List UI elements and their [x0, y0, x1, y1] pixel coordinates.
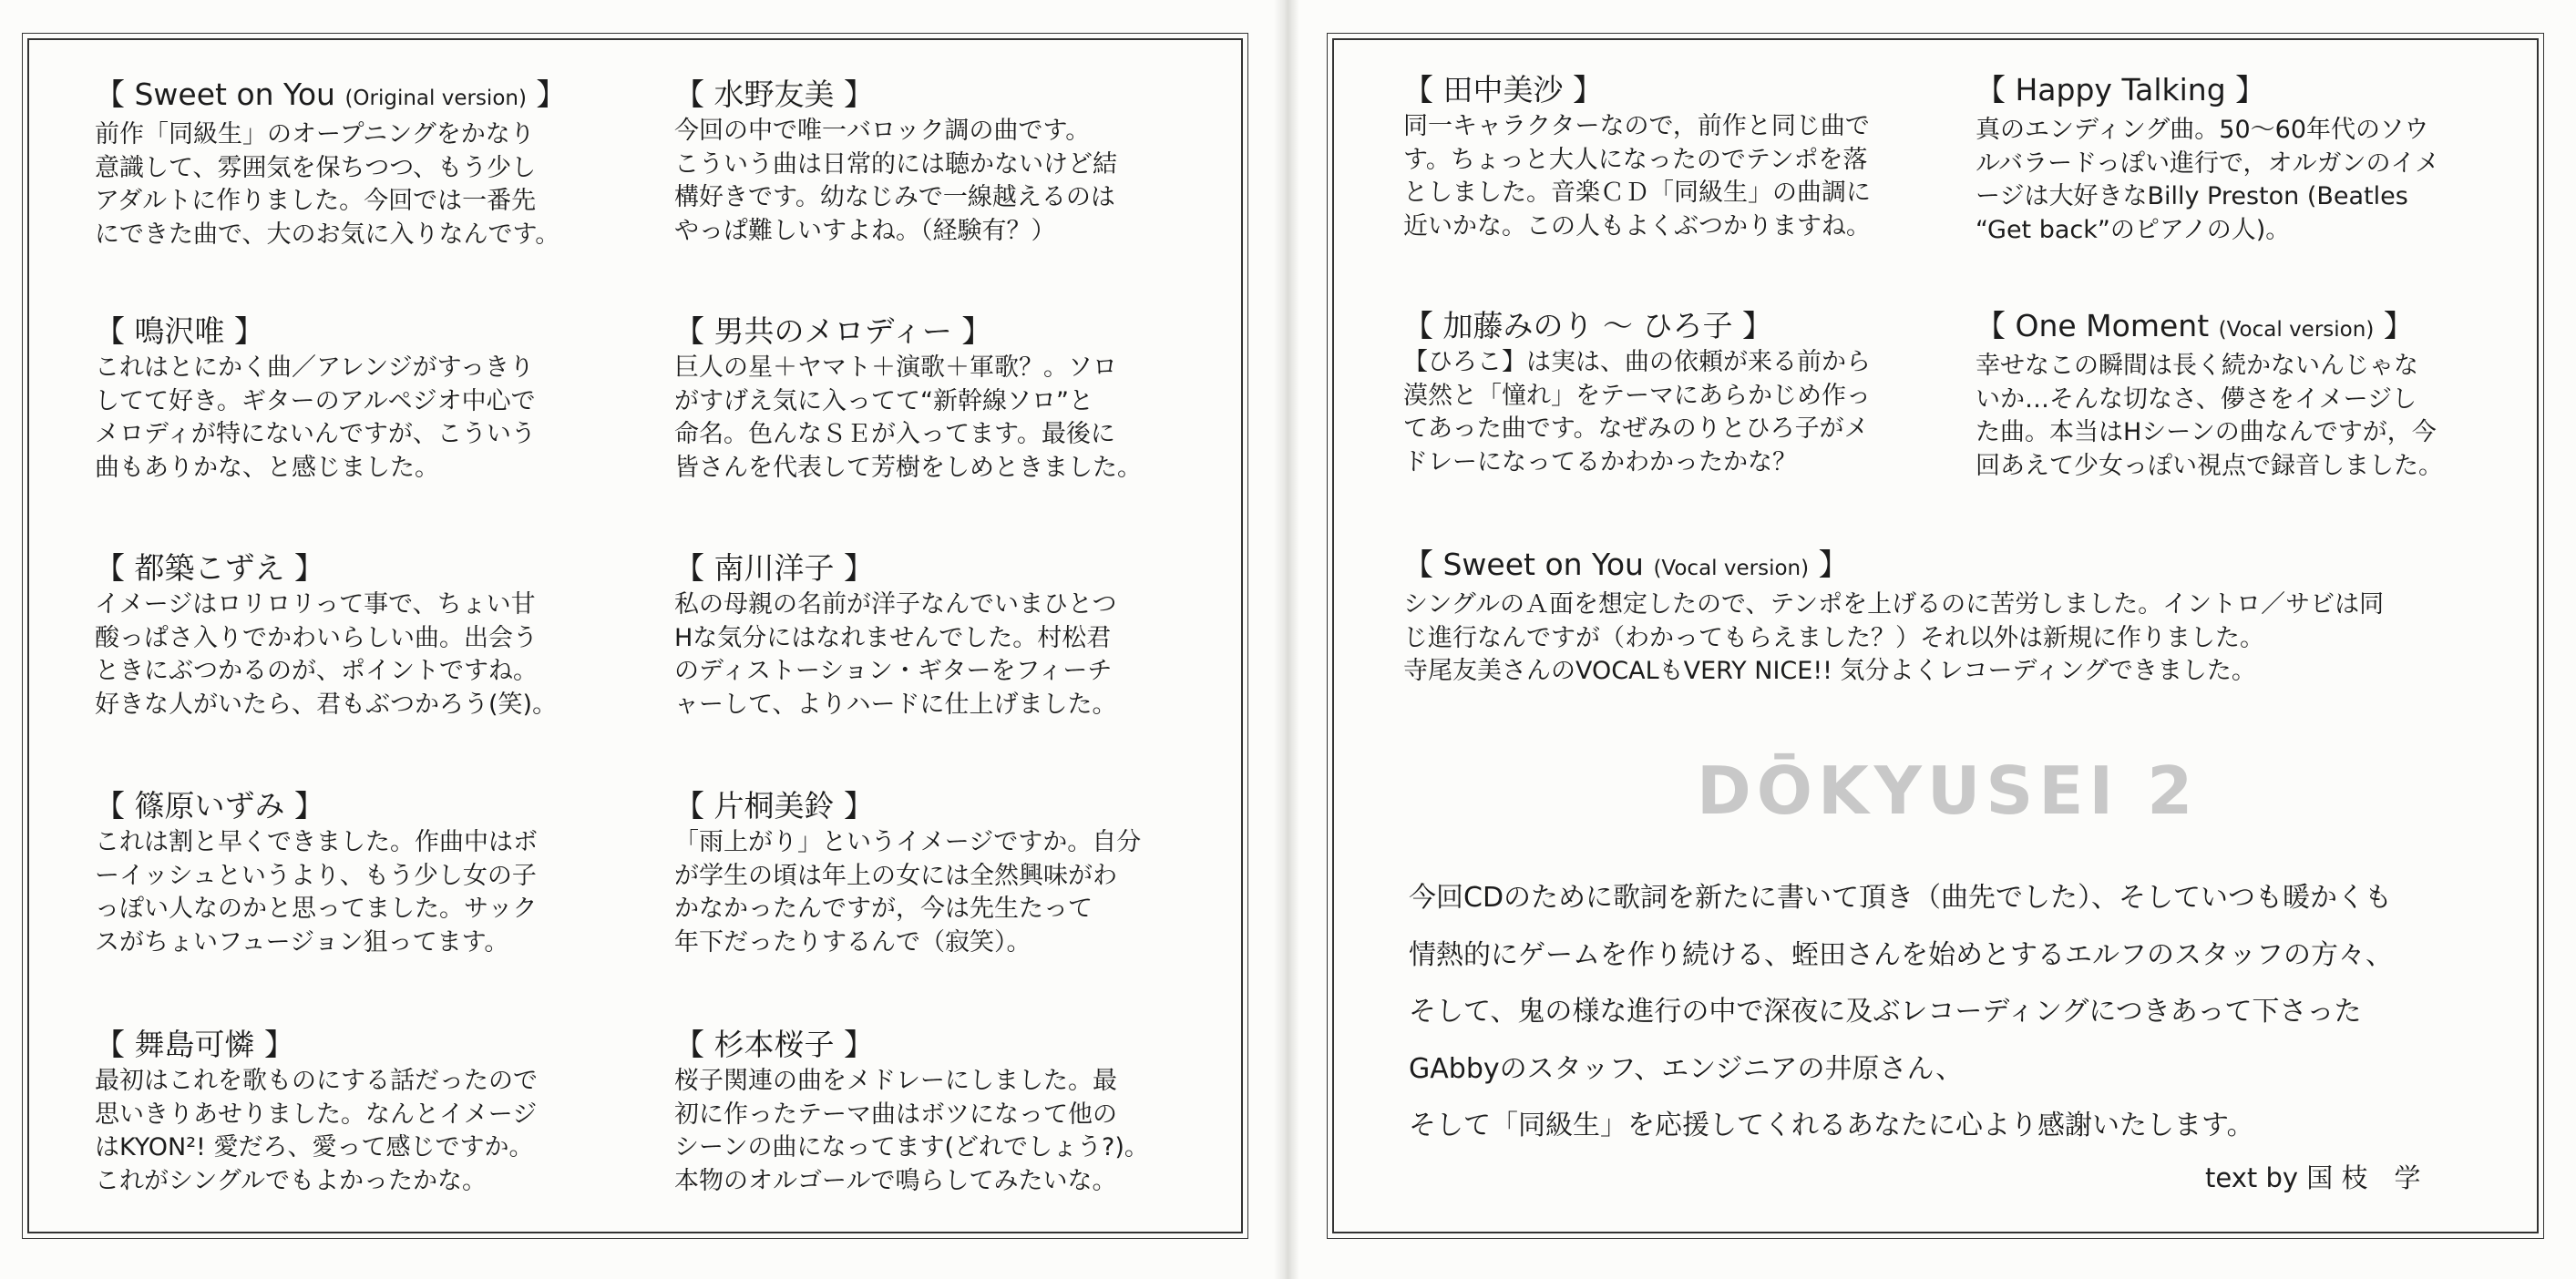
- note-title: 【 杉本桜子 】: [674, 1027, 874, 1062]
- note-title: 【 田中美沙 】: [1403, 72, 1603, 107]
- note-body: これは割と早くできました。作曲中はボ ーイッシュというより、もう少し女の子 っぽい人なのかと思ってました。サック スがちょいフュージョン狙ってます。: [95, 828, 538, 957]
- note-body: 前作「同級生」のオープニングをかなり 意識して、雰囲気を保ちつつ、もう少し アダルトに作りました。今回では一番先 にできた曲で、大のお気に入りなんです。: [95, 120, 560, 249]
- note-otokodomo-no-melody: [674, 313, 1142, 485]
- note-kato-minori-hiroko: [1403, 308, 1871, 479]
- note-title: 【 Happy Talking 】: [1976, 72, 2266, 107]
- note-body: 最初はこれを歌ものにする話だったので 思いきりあせりました。なんとイメージ はKYON²! 愛だろ、愛って感じですか。 これがシングルでもよかったかな。: [95, 1067, 538, 1195]
- note-title: 【 One Moment (Vocal version) 】: [1976, 308, 2414, 343]
- note-tanaka-misa: [1403, 72, 1871, 243]
- note-maijima-karen: [95, 1027, 538, 1198]
- note-title: 【 鳴沢唯 】: [95, 313, 264, 349]
- note-title: 【 男共のメロディー 】: [674, 313, 992, 349]
- note-body: 桜子関連の曲をメドレーにしました。最 初に作ったテーマ曲はボツになって他の シーンの曲になってます(どれでしょう?)。 本物のオルゴールで鳴らしてみたいな。: [674, 1067, 1149, 1195]
- note-sweet-on-you-original: [95, 77, 566, 251]
- note-body: これはとにかく曲／アレンジがすっきり してて好き。ギターのアルペジオ中心で メロディが特にないんですが、こういう 曲もありかな、と感じました。: [95, 353, 536, 482]
- note-title: 【 Sweet on You (Original version) 】: [95, 77, 567, 112]
- note-title: 【 篠原いずみ 】: [95, 788, 324, 824]
- note-title: 【 都築こずえ 】: [95, 550, 324, 586]
- note-sugimoto-sakurako: [674, 1027, 1149, 1198]
- note-body: 同一キャラクターなので，前作と同じ曲で す。ちょっと大人になったのでテンポを落 としました。音楽ＣＤ「同級生」の曲調に 近いかな。この人もよくぶつかりますね。: [1403, 112, 1871, 240]
- note-mizuno-tomomi: [674, 77, 1117, 248]
- note-body: 幸せなこの瞬間は長く続かないんじゃな いか…そんな切なさ、儚さをイメージし た曲。本当はHシーンの曲なんですが，今 回あえて少女っぽい視点で録音しました。: [1976, 352, 2443, 480]
- dokyusei-2-logo: DŌKYUSEI 2: [1697, 752, 2199, 829]
- note-shinohara-izumi: [95, 788, 538, 959]
- note-body: シングルのＡ面を想定したので、テンポを上げるのに苦労しました。イントロ／サビは同 じ進行なんですが（わかってもらえました？）それ以外は新規に作りました。 寺尾友美さんのVOCALもVERY NICE!! 気分よくレコーディングできました。: [1403, 590, 2385, 685]
- text-credit: text by 国 枝 学: [2205, 1162, 2421, 1193]
- note-title: 【 加藤みのり ～ ひろ子 】: [1403, 308, 1772, 343]
- note-body: 【ひろこ】は実は、曲の依頼が来る前から 漠然と「憧れ」をテーマにあらかじめ作っ てあった曲です。なぜみのりとひろ子がメ ドレーになってるかわかったかな？: [1403, 348, 1871, 476]
- note-minamikawa-yoko: [674, 550, 1116, 721]
- note-happy-talking: [1976, 72, 2439, 247]
- note-sweet-on-you-vocal: [1403, 547, 2384, 689]
- note-body: 私の母親の名前が洋子なんでいまひとつ Hな気分にはなれませんでした。村松君 のディストーション・ギターをフィーチ ャーして、よりハードに仕上げました。: [674, 590, 1117, 719]
- note-title: 【 水野友美 】: [674, 77, 874, 112]
- note-body: 真のエンディング曲。50～60年代のソウ ルバラードっぽい進行で，オルガンのイメ ージは大好きなBilly Preston (Beatles “Get back”のピアノの人)。: [1976, 116, 2440, 244]
- note-body: イメージはロリロリって事で、ちょい甘 酸っぱさ入りでかわいらしい曲。出会う ときにぶつかるのが、ポイントですね。 好きな人がいたら、君もぶつかろう(笑)。: [95, 590, 558, 719]
- note-tsuzuki-kozue: [95, 550, 557, 721]
- note-title: 【 Sweet on You (Vocal version) 】: [1403, 547, 1849, 582]
- note-body: 巨人の星＋ヤマト＋演歌＋軍歌？。ソロ がすげえ気に入ってて“新幹線ソロ”と 命名。色んなＳＥが入ってます。最後に 皆さんを代表して芳樹をしめときました。: [674, 353, 1142, 482]
- note-title: 【 片桐美鈴 】: [674, 788, 874, 824]
- note-title: 【 舞島可憐 】: [95, 1027, 294, 1062]
- note-title: 【 南川洋子 】: [674, 550, 874, 586]
- note-body: 「雨上がり」というイメージですか。自分 が学生の頃は年上の女には全然興味がわ かなかったんですが，今は先生たって 年下だったりするんで（寂笑）。: [674, 828, 1142, 957]
- note-katagiri-misuzu: [674, 788, 1141, 959]
- acknowledgements: 今回CDのために歌詞を新たに書いて頂き（曲先でした）、そしていつも暖かくも 情熱的にゲームを作り続ける、蛭田さんを始めとするエルフのスタッフの方々、 そして、鬼の様な進行の中で深夜に及ぶレコーディングにつきあって下さった GAbbyのスタッフ、エンジニアの井原さん、 そして「同級生」を応援してくれるあなたに心より感謝いたします。: [1409, 882, 2393, 1141]
- note-narusawa-yui: [95, 313, 536, 485]
- page-spine: [1274, 0, 1299, 1279]
- note-body: 今回の中で唯一バロック調の曲です。 こういう曲は日常的には聴かないけど結 構好きです。幼なじみで一線越えるのは やっぱ難しいすよね。（経験有？）: [674, 117, 1117, 245]
- note-one-moment-vocal: [1976, 308, 2443, 483]
